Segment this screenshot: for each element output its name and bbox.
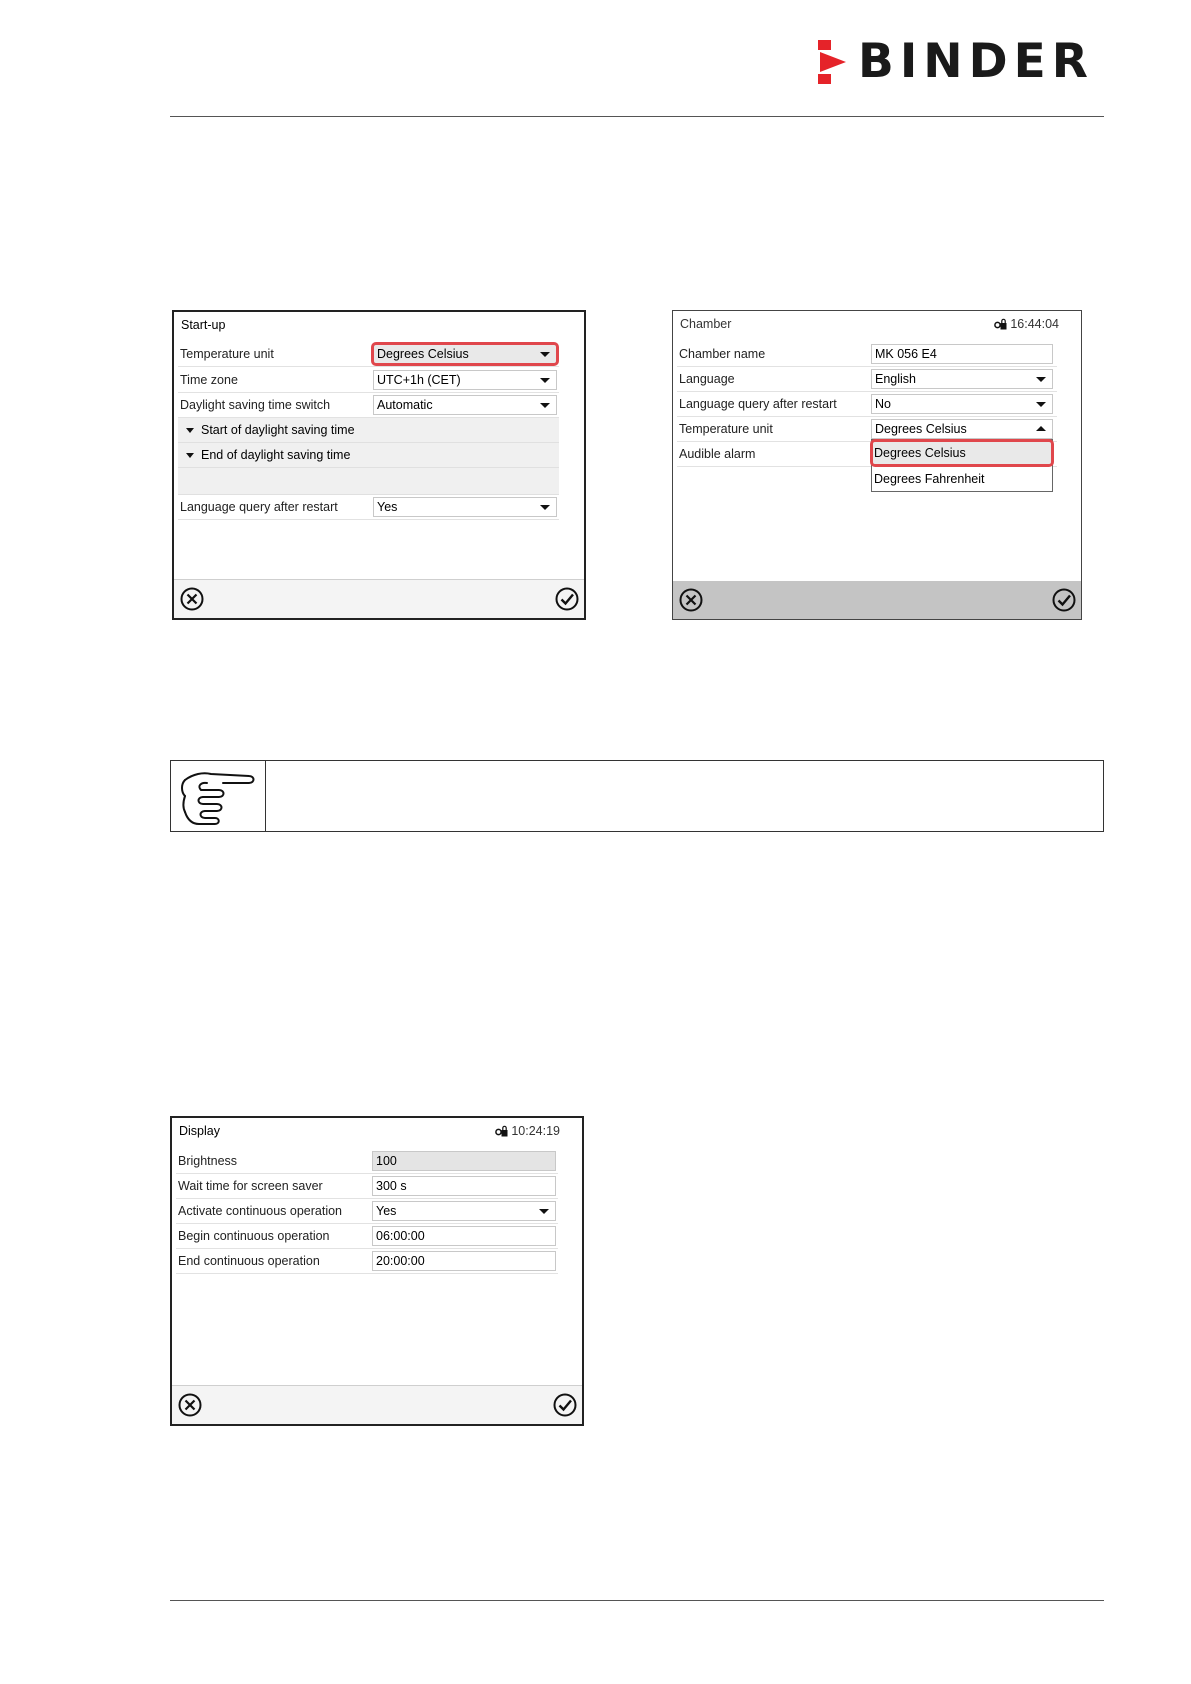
lock-key-icon: [495, 1125, 508, 1137]
setting-row: [176, 1249, 558, 1274]
panel-title: Display: [179, 1124, 220, 1138]
expand-triangle-icon: [186, 428, 194, 433]
panel-clock: [994, 317, 1059, 331]
panel-footer: [174, 579, 584, 618]
dropdown-option-fahrenheit[interactable]: Degrees Fahrenheit: [874, 472, 985, 486]
group-label: Start of daylight saving time: [201, 423, 355, 437]
setting-row: [178, 342, 559, 367]
screen-saver-wait-input[interactable]: [372, 1176, 556, 1196]
panel-title: Chamber: [680, 317, 732, 331]
confirm-icon[interactable]: [1052, 588, 1076, 612]
continuous-operation-select[interactable]: [372, 1201, 556, 1221]
dst-switch-select[interactable]: [373, 395, 557, 415]
cancel-icon[interactable]: [178, 1393, 202, 1417]
lock-key-icon: [994, 318, 1007, 330]
group-label: End of daylight saving time: [201, 448, 351, 462]
setting-label: Chamber name: [679, 347, 766, 361]
select-value: Yes: [376, 1204, 397, 1218]
end-continuous-input[interactable]: [372, 1251, 556, 1271]
note-box: [170, 760, 1104, 832]
chevron-down-icon: [540, 403, 550, 408]
setting-label: Temperature unit: [180, 347, 274, 361]
setting-row: [176, 1149, 558, 1174]
language-query-select[interactable]: [871, 394, 1053, 414]
select-value: Degrees Celsius: [377, 347, 469, 361]
group-dst-end[interactable]: [178, 443, 559, 468]
setting-row: [176, 1224, 558, 1249]
chevron-down-icon: [540, 378, 550, 383]
setting-row: [677, 342, 1057, 367]
input-value: 20:00:00: [376, 1254, 425, 1268]
setting-label: Wait time for screen saver: [178, 1179, 323, 1193]
language-select[interactable]: [871, 369, 1053, 389]
input-value: 06:00:00: [376, 1229, 425, 1243]
begin-continuous-input[interactable]: [372, 1226, 556, 1246]
confirm-icon[interactable]: [555, 587, 579, 611]
chevron-down-icon: [1036, 402, 1046, 407]
select-value: No: [875, 397, 891, 411]
setting-row: [178, 393, 559, 418]
chevron-down-icon: [1036, 377, 1046, 382]
panel-clock: [495, 1124, 560, 1138]
setting-label: End continuous operation: [178, 1254, 320, 1268]
dropdown-option-celsius[interactable]: Degrees Celsius: [872, 441, 1052, 465]
setting-label: Language query after restart: [180, 500, 338, 514]
cancel-icon[interactable]: [180, 587, 204, 611]
brightness-input[interactable]: [372, 1151, 556, 1171]
chamber-name-input[interactable]: [871, 344, 1053, 364]
setting-label: Brightness: [178, 1154, 238, 1168]
select-value: Yes: [377, 500, 398, 514]
note-divider: [265, 761, 266, 831]
setting-row: [176, 1174, 558, 1199]
chevron-down-icon: [539, 1209, 549, 1214]
setting-row: [677, 367, 1057, 392]
input-value: 300 s: [376, 1179, 407, 1193]
confirm-icon[interactable]: [553, 1393, 577, 1417]
setting-label: Daylight saving time switch: [180, 398, 331, 412]
cancel-icon[interactable]: [679, 588, 703, 612]
group-spacer: [178, 468, 559, 495]
pointing-hand-icon: [177, 766, 259, 826]
group-dst-start[interactable]: [178, 418, 559, 443]
select-value: Automatic: [377, 398, 433, 412]
binder-logo: [818, 34, 1094, 89]
input-value: MK 056 E4: [875, 347, 937, 361]
chevron-up-icon: [1036, 426, 1046, 431]
temperature-unit-dropdown: [871, 439, 1053, 492]
input-value: 100: [376, 1154, 397, 1168]
setting-label: Time zone: [180, 373, 238, 387]
clock-time: 10:24:19: [511, 1124, 560, 1138]
select-value: UTC+1h (CET): [377, 373, 461, 387]
setting-label: Language query after restart: [679, 397, 837, 411]
chevron-down-icon: [540, 352, 550, 357]
panel-title: Start-up: [181, 318, 226, 332]
startup-panel: [172, 310, 586, 620]
expand-triangle-icon: [186, 453, 194, 458]
panel-footer: [172, 1385, 582, 1424]
setting-label: Language: [679, 372, 735, 386]
footer-rule: [170, 1600, 1104, 1601]
setting-label: Activate continuous operation: [178, 1204, 342, 1218]
header-rule: [170, 116, 1104, 117]
binder-logo-mark-icon: [818, 40, 848, 84]
temperature-unit-select[interactable]: [871, 419, 1053, 439]
setting-label: Audible alarm: [679, 447, 756, 461]
brand-name: BINDER: [858, 34, 1094, 89]
setting-row: [677, 392, 1057, 417]
setting-label: Temperature unit: [679, 422, 773, 436]
clock-time: 16:44:04: [1010, 317, 1059, 331]
panel-footer: [673, 581, 1081, 619]
display-panel: [170, 1116, 584, 1426]
temperature-unit-select[interactable]: [373, 344, 557, 364]
setting-label: Begin continuous operation: [178, 1229, 330, 1243]
select-value: Degrees Celsius: [875, 422, 967, 436]
chamber-panel: [672, 310, 1082, 620]
setting-row: [178, 368, 559, 393]
select-value: English: [875, 372, 916, 386]
time-zone-select[interactable]: [373, 370, 557, 390]
setting-row: [176, 1199, 558, 1224]
setting-row: [178, 495, 559, 520]
chevron-down-icon: [540, 505, 550, 510]
language-query-select[interactable]: [373, 497, 557, 517]
